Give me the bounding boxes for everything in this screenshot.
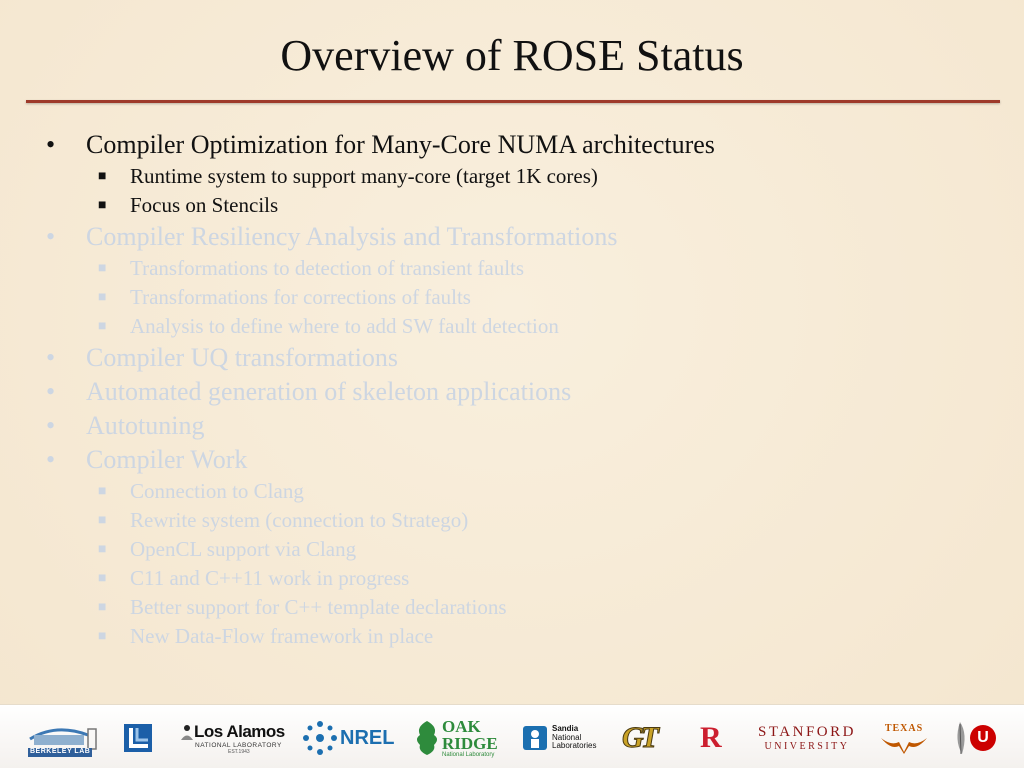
sub-bullet-text: Better support for C++ template declarations: [130, 595, 507, 619]
bullet-list: [0, 128, 1024, 651]
oak-ridge-logo: [412, 717, 508, 759]
bullet-text: Compiler Work: [86, 445, 248, 474]
los-alamos-row: [180, 722, 285, 742]
bullet-text: Compiler UQ transformations: [86, 343, 398, 372]
bullet-item: [0, 375, 1024, 409]
llnl-logo: [122, 717, 156, 759]
stanford-logo: [752, 717, 862, 759]
longhorn-icon: [879, 734, 929, 754]
sub-bullet-item: [0, 506, 1024, 535]
sandia-logo: [522, 717, 598, 759]
partner-logo-band: [0, 704, 1024, 768]
nrel-text: NREL: [340, 726, 395, 749]
sandia-text-group: [552, 725, 596, 750]
berkeley-lab-text: BERKELEY LAB: [30, 748, 91, 755]
los-alamos-text: Los Alamos: [194, 721, 285, 741]
bullet-square-icon: ■: [98, 319, 107, 334]
bullet-dot-icon: •: [46, 377, 56, 406]
sub-bullet-item: [0, 593, 1024, 622]
sub-bullet-text: Analysis to define where to add SW fault detection: [130, 314, 559, 338]
bullet-dot-icon: •: [46, 445, 56, 474]
nrel-icon: [302, 720, 338, 756]
sub-bullet-text: Runtime system to support many-core (target 1K cores): [130, 164, 598, 188]
bullet-square-icon: ■: [98, 169, 107, 184]
sandia-text-1: Sandia: [552, 724, 579, 734]
rutgers-logo: [700, 717, 732, 759]
bullet-text: Automated generation of skeleton applications: [86, 377, 572, 406]
sub-bullet-text: Connection to Clang: [130, 479, 304, 503]
bullet-item: [0, 443, 1024, 477]
sub-bullet-item: [0, 254, 1024, 283]
sandia-text-3: Laboratories: [552, 741, 597, 751]
oak-ridge-text-group: [442, 718, 498, 758]
sub-bullet-text: OpenCL support via Clang: [130, 537, 357, 561]
sub-bullet-item: [0, 477, 1024, 506]
bullet-dot-icon: •: [46, 411, 56, 440]
oak-ridge-oak: OAK: [442, 717, 481, 736]
los-alamos-sub: NATIONAL LABORATORY: [195, 741, 282, 749]
utah-badge: [970, 725, 996, 751]
llnl-logo-icon: [122, 722, 154, 754]
title-divider: [26, 100, 1000, 103]
bullet-square-icon: ■: [98, 484, 107, 499]
bullet-square-icon: ■: [98, 261, 107, 276]
bullet-text: Compiler Resiliency Analysis and Transformations: [86, 222, 618, 251]
los-alamos-est: EST.1943: [228, 748, 250, 755]
sub-bullet-item: [0, 162, 1024, 191]
bullet-square-icon: ■: [98, 198, 107, 213]
sub-bullet-text: Transformations for corrections of faults: [130, 285, 471, 309]
slide-title: Overview of ROSE Status: [280, 31, 744, 80]
bullet-item: [0, 409, 1024, 443]
oak-ridge-sub: National Laboratory: [442, 752, 495, 758]
bullet-dot-icon: •: [46, 343, 56, 372]
utah-text: U: [977, 729, 989, 746]
bullet-item: [0, 341, 1024, 375]
bullet-square-icon: ■: [98, 290, 107, 305]
feather-icon: [950, 720, 970, 756]
bullet-item: [0, 128, 1024, 162]
bullet-square-icon: ■: [98, 513, 107, 528]
los-alamos-icon: [180, 723, 194, 741]
texas-logo: [876, 717, 932, 759]
bullet-square-icon: ■: [98, 600, 107, 615]
georgia-tech-text: GT: [622, 721, 656, 754]
sub-bullet-item: [0, 312, 1024, 341]
bullet-square-icon: ■: [98, 571, 107, 586]
sub-bullet-text: C11 and C++11 work in progress: [130, 566, 410, 590]
sub-bullet-text: Transformations to detection of transient faults: [130, 256, 525, 280]
bullet-text: Autotuning: [86, 411, 205, 440]
stanford-sub: UNIVERSITY: [764, 741, 850, 752]
georgia-tech-logo: [622, 717, 678, 759]
stanford-text: STANFORD: [758, 724, 856, 740]
sub-bullet-item: [0, 622, 1024, 651]
rutgers-text: R: [700, 721, 722, 754]
bullet-square-icon: ■: [98, 629, 107, 644]
bullet-square-icon: ■: [98, 542, 107, 557]
bullet-dot-icon: •: [46, 222, 56, 251]
sandia-text-2: National: [552, 732, 582, 742]
bullet-item: [0, 220, 1024, 254]
sub-bullet-item: [0, 283, 1024, 312]
sub-bullet-item: [0, 564, 1024, 593]
oak-ridge-ridge: RIDGE: [442, 734, 498, 753]
bullet-dot-icon: •: [46, 130, 56, 159]
sub-bullet-item: [0, 191, 1024, 220]
sub-bullet-text: Focus on Stencils: [130, 193, 279, 217]
berkeley-lab-logo: [26, 717, 100, 759]
sub-bullet-item: [0, 535, 1024, 564]
oak-leaf-icon: [412, 719, 442, 757]
sub-bullet-text: New Data-Flow framework in place: [130, 624, 434, 648]
sandia-icon: [522, 725, 548, 751]
sub-bullet-text: Rewrite system (connection to Stratego): [130, 508, 469, 532]
texas-text: TEXAS: [884, 722, 924, 734]
bullet-text: Compiler Optimization for Many-Core NUMA architectures: [86, 130, 715, 159]
utah-logo: [950, 717, 998, 759]
nrel-logo: [302, 717, 396, 759]
los-alamos-logo: [180, 717, 288, 759]
